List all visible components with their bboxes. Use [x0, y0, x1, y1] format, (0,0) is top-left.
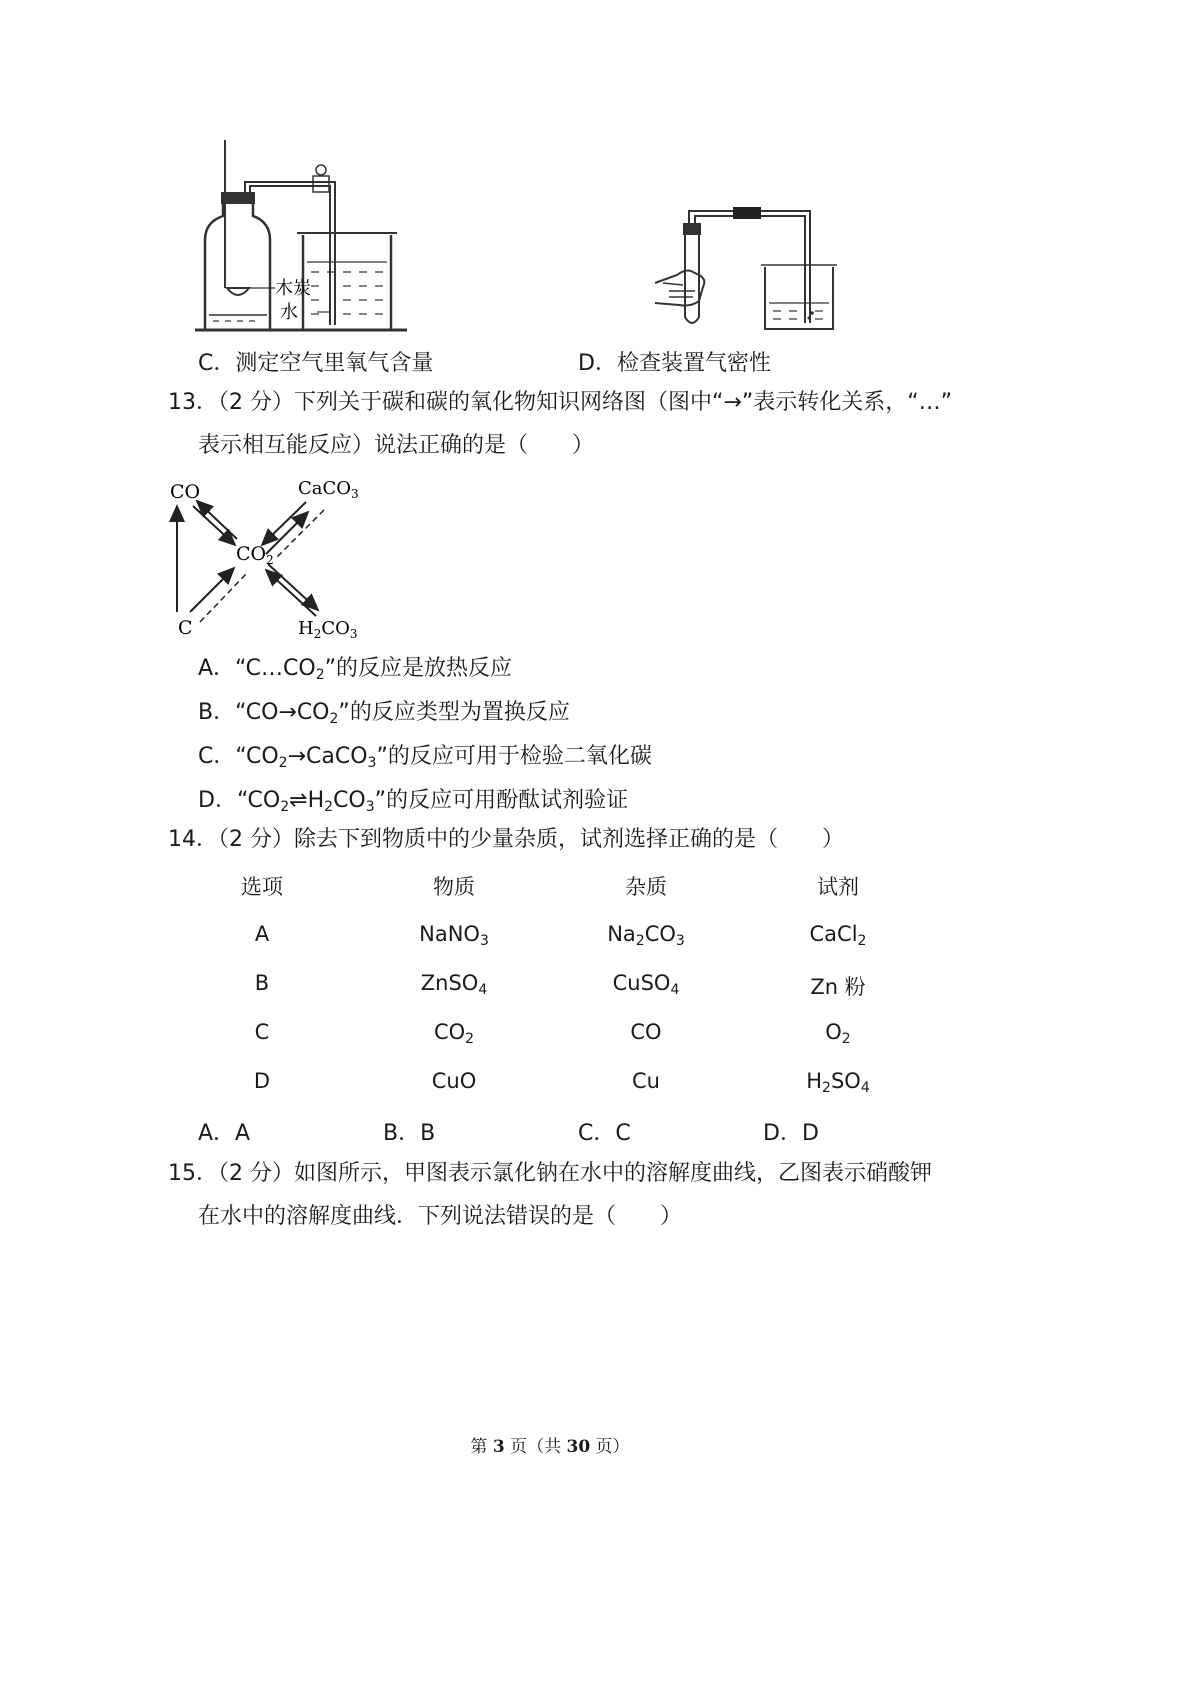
table-row-a-substance: NaNO$_3$	[419, 922, 489, 949]
table-row-b-reagent: Zn 粉	[810, 975, 866, 999]
page-footer: 第 3 页（共 30 页）	[470, 1437, 630, 1457]
table-row-a-reagent: CaCl$_2$	[809, 922, 867, 949]
figure-airtightness-check	[655, 205, 855, 365]
table-header-substance: 物质	[433, 875, 475, 899]
table-row-d-reagent: $H_2SO_4$	[806, 1069, 870, 1096]
table-row-a-option: A	[254, 922, 270, 946]
caption-option-c: C．测定空气里氧气含量	[198, 351, 434, 376]
q13-stem-line1: 13．（2 分）下列关于碳和碳的氧化物知识网络图（图中“→”表示转化关系，“…”	[168, 390, 953, 415]
figure-oxygen-measurement	[195, 140, 445, 365]
table-row-c-reagent: $O_2$	[825, 1020, 851, 1047]
table-row-c-option: C	[254, 1020, 270, 1044]
q13-option-b: B．“$CO\to CO_2$”的反应类型为置换反应	[198, 700, 570, 727]
table-header-impurity: 杂质	[625, 875, 667, 899]
caption-option-d: D．检查装置气密性	[578, 351, 771, 376]
table-row-c-impurity: CO	[630, 1020, 662, 1044]
node-h2co3: $H_2CO_3$	[298, 618, 358, 641]
q13-stem-line2: 表示相互能反应）说法正确的是（ ）	[198, 433, 595, 458]
q15-stem-line1: 15．（2 分）如图所示，甲图表示氯化钠在水中的溶解度曲线，乙图表示硝酸钾	[168, 1161, 932, 1186]
table-row-b-option: B	[254, 971, 270, 995]
q14-answer-c: C．C	[578, 1121, 631, 1146]
node-co2: $CO_2$	[236, 543, 274, 567]
table-header-reagent: 试剂	[817, 875, 859, 899]
water-label: 水	[280, 302, 298, 323]
charcoal-label: 木炭	[275, 278, 311, 299]
table-row-b-impurity: CuSO$_4$	[612, 971, 680, 998]
table-row-c-substance: $CO_2$	[433, 1020, 475, 1047]
node-caco3: CaCO$_3$	[298, 478, 359, 501]
q15-stem-line2: 在水中的溶解度曲线．下列说法错误的是（ ）	[198, 1204, 683, 1229]
q14-answer-a: A．A	[198, 1121, 251, 1146]
q13-option-c: C．“$CO_2\to CaCO_3$”的反应可用于检验二氧化碳	[198, 744, 652, 771]
node-co: CO	[170, 481, 201, 503]
table-row-a-impurity: $Na_2CO_3$	[607, 922, 685, 949]
table-row-d-option: D	[253, 1069, 271, 1093]
table-row-b-substance: ZnSO$_4$	[420, 971, 488, 998]
table-row-d-impurity: Cu	[632, 1069, 660, 1093]
carbon-network-diagram	[168, 472, 368, 642]
q13-option-a: A．“$C\dots CO_2$”的反应是放热反应	[198, 656, 513, 683]
q14-answer-b: B．B	[383, 1121, 436, 1146]
q14-stem: 14．（2 分）除去下到物质中的少量杂质，试剂选择正确的是（ ）	[168, 827, 844, 852]
q14-answer-d: D．D	[763, 1121, 819, 1146]
node-c: C	[178, 617, 193, 639]
q13-option-d: D．“$CO_2\rightleftharpoons H_2CO_3$”的反应可用酚酞试剂验证	[198, 788, 629, 815]
table-header-option: 选项	[241, 875, 283, 899]
table-row-d-substance: CuO	[431, 1069, 477, 1093]
